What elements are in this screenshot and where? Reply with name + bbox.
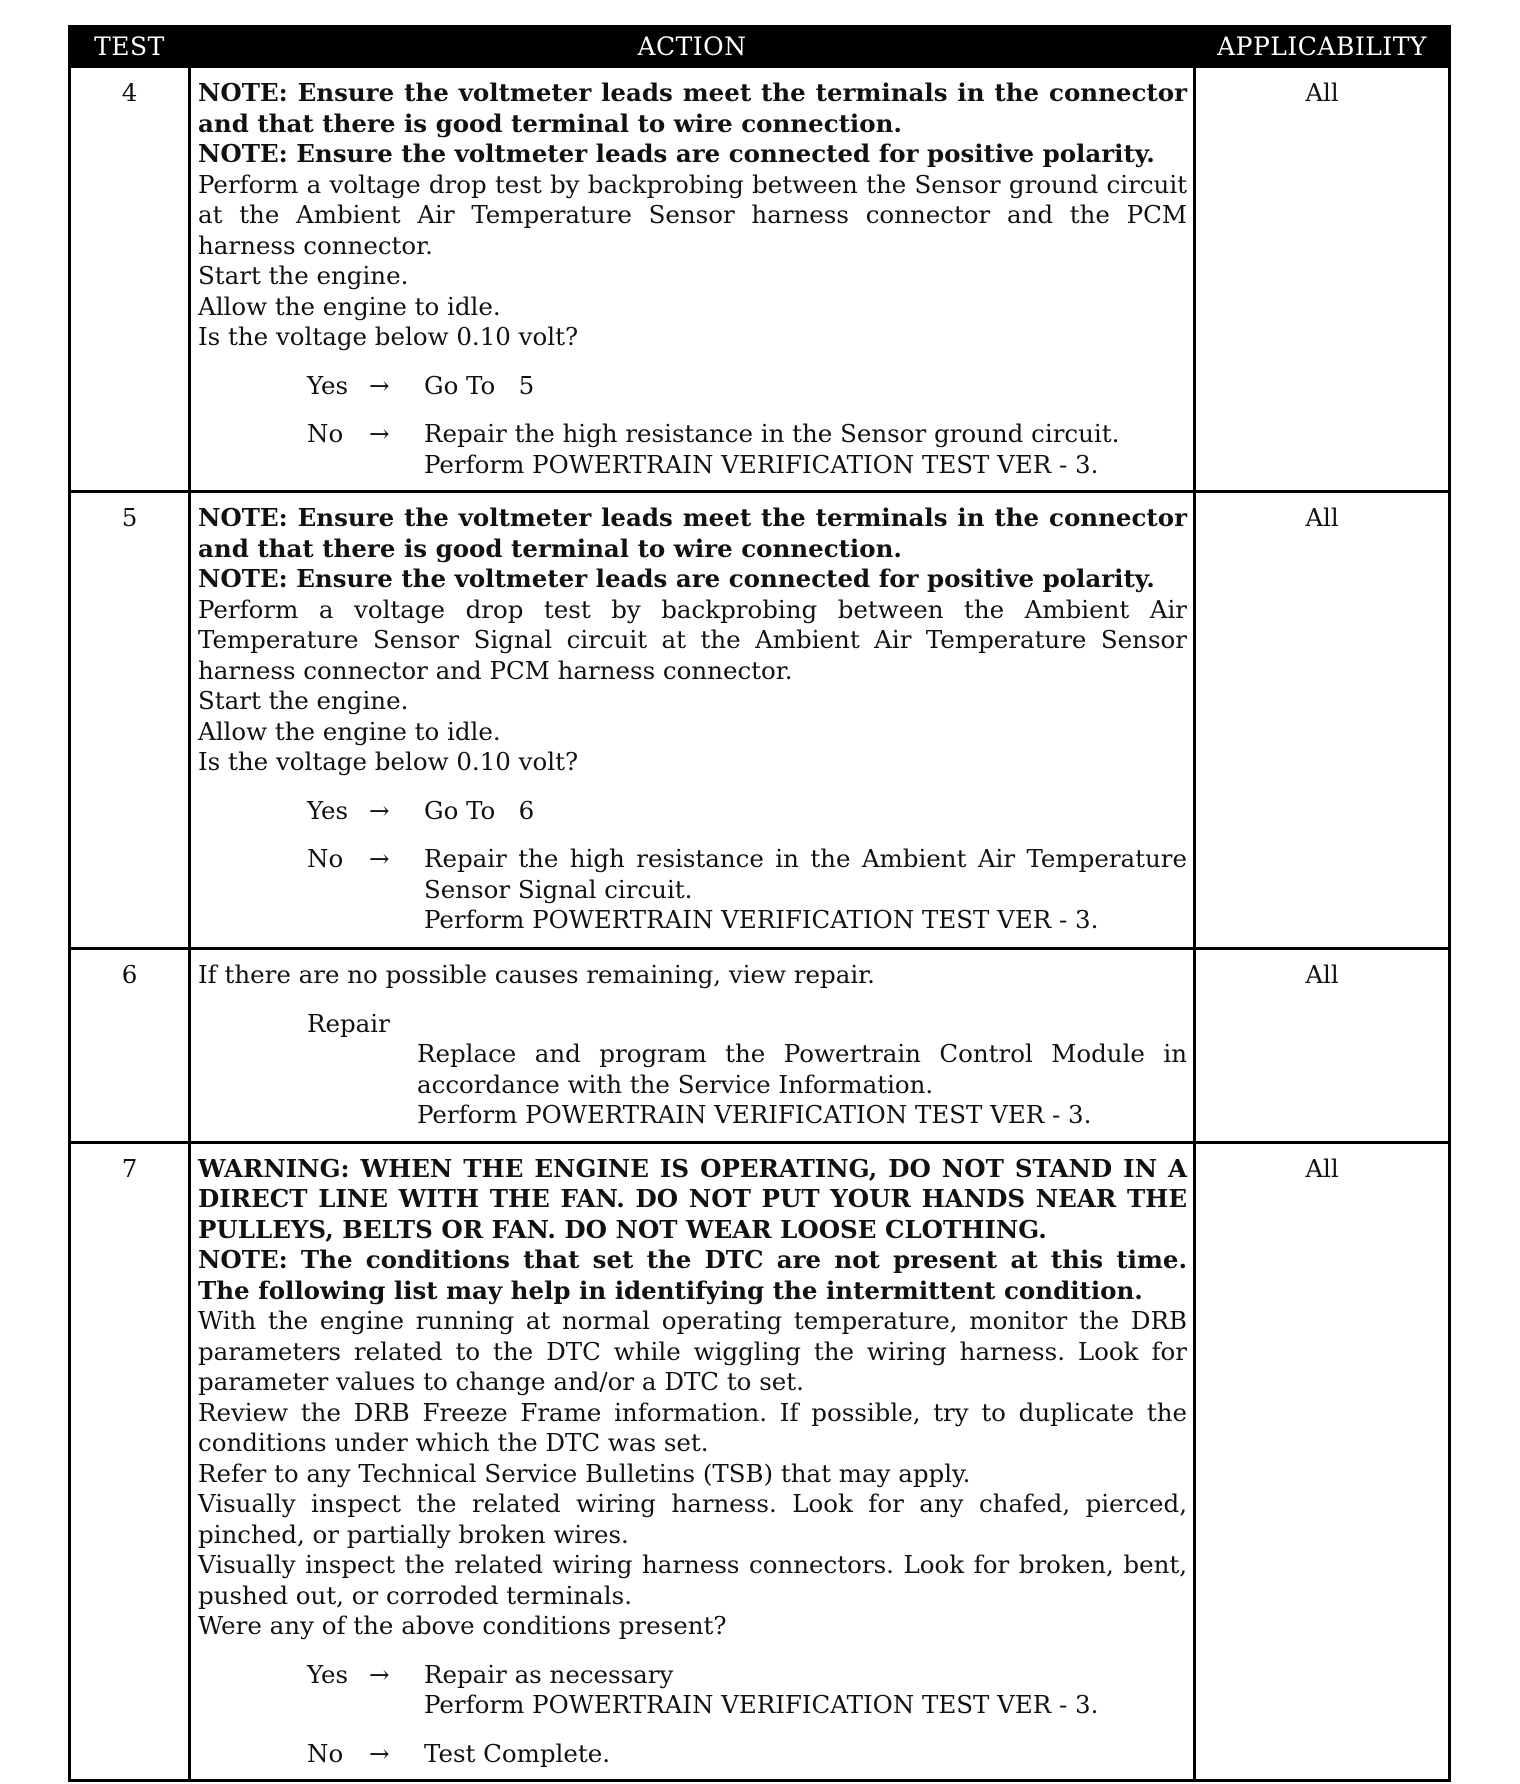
diagnostic-test-table-page xyxy=(68,25,1451,1782)
instruction-text: Allow the engine to idle. xyxy=(198,716,501,746)
note-text: NOTE: Ensure the voltmeter leads are connected for positive polarity. xyxy=(198,139,1155,168)
answer-no xyxy=(198,844,1187,936)
answer-text: Test Complete. xyxy=(424,1738,611,1768)
note-text: NOTE: Ensure the voltmeter leads meet the terminals in the connector and that there is good terminal to wire connection. xyxy=(198,78,1187,138)
answer-label: Yes xyxy=(307,1659,349,1689)
answer-text: Go To 5 xyxy=(424,370,535,400)
instruction-text: If there are no possible causes remaining, view repair. xyxy=(198,960,875,989)
answer-text: Perform POWERTRAIN VERIFICATION TEST VER - 3. xyxy=(424,449,1099,479)
instruction-text: Start the engine. xyxy=(198,261,409,290)
answer-text: Repair as necessary xyxy=(424,1659,674,1689)
answer-no xyxy=(198,1739,1187,1770)
answer-yes xyxy=(198,371,1187,402)
right-arrow-icon: → xyxy=(369,1659,390,1689)
table-row xyxy=(70,67,1450,492)
note-text: NOTE: The conditions that set the DTC are not present at this time. The following list may help in identifying the intermittent condition. xyxy=(198,1245,1187,1305)
answer-label: No xyxy=(307,1738,344,1768)
answer-text: Perform POWERTRAIN VERIFICATION TEST VER - 3. xyxy=(424,1690,1099,1719)
applicability-cell: All xyxy=(1195,949,1450,1143)
instruction-text: Visually inspect the related wiring harness connectors. Look for broken, bent, pushed out, or corroded terminals. xyxy=(198,1550,1187,1610)
instruction-text: Review the DRB Freeze Frame information. If possible, try to duplicate the conditions under which the DTC was set. xyxy=(198,1397,1187,1457)
answer-text: Go To 6 xyxy=(424,795,535,825)
applicability-cell: All xyxy=(1195,67,1450,492)
answer-label: No xyxy=(307,844,344,873)
right-arrow-icon: → xyxy=(369,1738,390,1768)
answer-label: Yes xyxy=(307,370,349,400)
instruction-text: Allow the engine to idle. xyxy=(198,291,501,321)
answer-no xyxy=(198,419,1187,480)
action-cell xyxy=(190,1142,1195,1781)
answer-text: Repair the high resistance in the Sensor ground circuit. xyxy=(424,419,1120,448)
instruction-text: Visually inspect the related wiring harness. Look for any chafed, pierced, pinched, or partially broken wires. xyxy=(198,1489,1187,1549)
instruction-text: Perform a voltage drop test by backprobing between the Sensor ground circuit at the Ambient Air Temperature Sensor harness connector and the PCM harness connector. xyxy=(198,169,1187,260)
question-text: Is the voltage below 0.10 volt? xyxy=(198,322,579,351)
answer-options xyxy=(198,796,1187,936)
diagnostic-test-table xyxy=(68,25,1451,1782)
test-number: 4 xyxy=(70,67,190,492)
answer-options xyxy=(198,371,1187,481)
answer-label: Yes xyxy=(307,795,349,825)
answer-text: Perform POWERTRAIN VERIFICATION TEST VER - 3. xyxy=(424,905,1099,934)
action-cell xyxy=(190,949,1195,1143)
header-action: ACTION xyxy=(190,27,1195,67)
repair-text: Perform POWERTRAIN VERIFICATION TEST VER - 3. xyxy=(417,1100,1092,1129)
repair-text: Replace and program the Powertrain Control Module in accordance with the Service Information. xyxy=(417,1039,1187,1099)
header-test: TEST xyxy=(70,27,190,67)
repair-label: Repair xyxy=(307,1008,390,1038)
instruction-text: Refer to any Technical Service Bulletins (TSB) that may apply. xyxy=(198,1458,971,1488)
right-arrow-icon: → xyxy=(369,419,390,448)
repair-instructions xyxy=(417,1039,1187,1131)
note-text: NOTE: Ensure the voltmeter leads are connected for positive polarity. xyxy=(198,564,1155,593)
note-text: NOTE: Ensure the voltmeter leads meet the terminals in the connector and that there is good terminal to wire connection. xyxy=(198,503,1187,563)
table-header xyxy=(70,27,1450,67)
right-arrow-icon: → xyxy=(369,370,390,400)
table-row xyxy=(70,492,1450,949)
instruction-text: Start the engine. xyxy=(198,686,409,715)
answer-options xyxy=(198,1660,1187,1770)
instruction-text: With the engine running at normal operating temperature, monitor the DRB parameters related to the DTC while wiggling the wiring harness. Look for parameter values to change and/or a DTC to set. xyxy=(198,1306,1187,1396)
right-arrow-icon: → xyxy=(369,795,390,825)
action-cell xyxy=(190,67,1195,492)
right-arrow-icon: → xyxy=(369,844,390,873)
test-number: 5 xyxy=(70,492,190,949)
question-text: Were any of the above conditions present? xyxy=(198,1611,727,1640)
applicability-cell: All xyxy=(1195,1142,1450,1781)
applicability-cell: All xyxy=(1195,492,1450,949)
question-text: Is the voltage below 0.10 volt? xyxy=(198,747,579,776)
answer-label: No xyxy=(307,419,344,448)
test-number: 6 xyxy=(70,949,190,1143)
instruction-text: Perform a voltage drop test by backprobing between the Ambient Air Temperature Sensor Signal circuit at the Ambient Air Temperature Sensor harness connector and PCM harness connector. xyxy=(198,594,1187,685)
answer-yes xyxy=(198,796,1187,827)
answer-text: Repair the high resistance in the Ambient Air Temperature Sensor Signal circuit. xyxy=(424,844,1187,904)
answer-yes xyxy=(198,1660,1187,1721)
action-cell xyxy=(190,492,1195,949)
test-number: 7 xyxy=(70,1142,190,1781)
warning-text: WARNING: WHEN THE ENGINE IS OPERATING, DO NOT STAND IN A DIRECT LINE WITH THE FAN. DO NOT PUT YOUR HANDS NEAR THE PULLEYS, BELTS OR FAN. DO NOT WEAR LOOSE CLOTHING. xyxy=(198,1153,1187,1244)
header-applicability: APPLICABILITY xyxy=(1195,27,1450,67)
table-row xyxy=(70,1142,1450,1781)
table-row xyxy=(70,949,1450,1143)
